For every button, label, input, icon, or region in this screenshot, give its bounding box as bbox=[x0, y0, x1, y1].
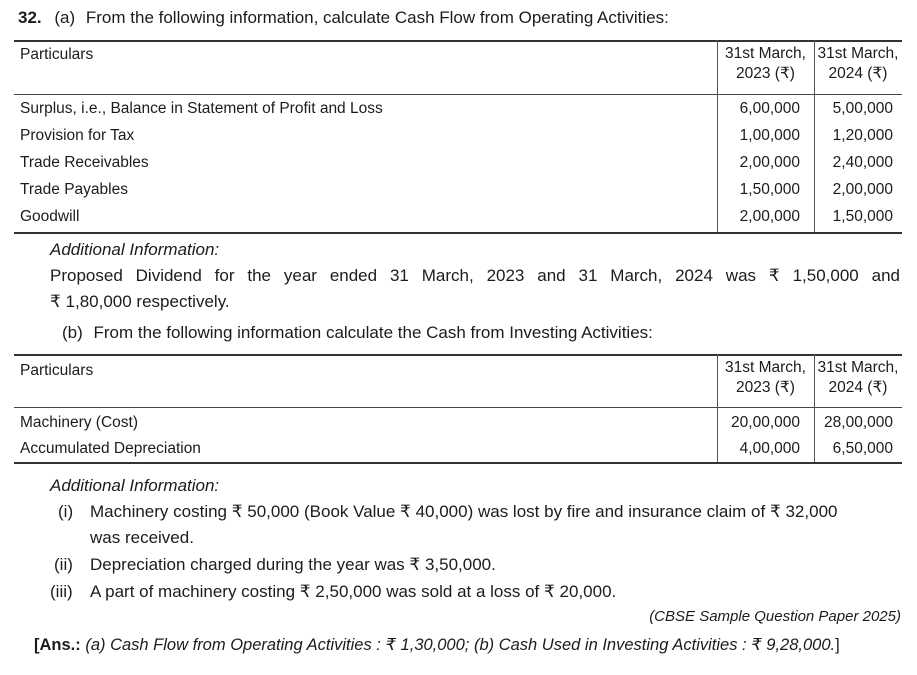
row-value-2024: 6,50,000 bbox=[832, 440, 893, 457]
part-b-label: (b) bbox=[62, 323, 83, 342]
row-value-2023: 1,00,000 bbox=[739, 127, 800, 144]
row-label: Goodwill bbox=[20, 208, 80, 225]
item-text: A part of machinery costing ₹ 2,50,000 was sold at a loss of ₹ 20,000. bbox=[90, 582, 617, 601]
table-b-header-2024-line2: 2024 (₹) bbox=[828, 379, 888, 396]
row-value-2024: 1,20,000 bbox=[832, 127, 893, 144]
table-b bbox=[14, 354, 902, 466]
additional-info-b-heading: Additional Information: bbox=[50, 476, 220, 495]
answer-close-bracket: ] bbox=[835, 636, 840, 654]
answer-label: Ans.: bbox=[39, 636, 81, 654]
list-item bbox=[58, 502, 837, 522]
table-row bbox=[20, 414, 138, 432]
part-a-text: From the following information, calculate Cash Flow from Operating Activities: bbox=[85, 8, 669, 27]
table-b-header-particulars: Particulars bbox=[20, 362, 94, 379]
table-a-header-2023 bbox=[717, 44, 814, 84]
row-value-2024: 5,00,000 bbox=[832, 100, 893, 117]
table-a-header-2023-line2: 2023 (₹) bbox=[736, 65, 795, 82]
table-row bbox=[20, 208, 79, 226]
table-b-header-2024-line1: 31st March, bbox=[817, 359, 899, 376]
item-text: Machinery costing ₹ 50,000 (Book Value ₹ 40,000) was lost by fire and insurance claim of ₹ 32,000 bbox=[90, 502, 838, 521]
row-value-2024: 2,40,000 bbox=[832, 154, 893, 171]
table-b-header-2023 bbox=[717, 358, 814, 398]
row-label: Surplus, i.e., Balance in Statement of Profit and Loss bbox=[20, 100, 383, 117]
table-b-top-rule bbox=[14, 354, 902, 356]
table-row bbox=[20, 127, 134, 145]
additional-info-a-line2: ₹ 1,80,000 respectively. bbox=[50, 292, 230, 311]
table-a-bottom-rule bbox=[14, 232, 902, 234]
table-b-header-rule bbox=[14, 407, 902, 408]
row-value-2023: 4,00,000 bbox=[739, 440, 800, 457]
table-a-header-particulars: Particulars bbox=[20, 46, 94, 63]
row-value-2023: 2,00,000 bbox=[739, 154, 800, 171]
table-a-header-rule bbox=[14, 94, 902, 95]
row-label: Machinery (Cost) bbox=[20, 414, 138, 431]
part-a-label: (a) bbox=[54, 8, 76, 27]
row-value-2024: 2,00,000 bbox=[832, 181, 893, 198]
row-value-2023: 1,50,000 bbox=[739, 181, 800, 198]
table-a-header-2024-line1: 31st March, bbox=[817, 45, 899, 62]
table-a-header-2023-line1: 31st March, bbox=[725, 45, 806, 62]
item-number: (ii) bbox=[54, 555, 73, 574]
additional-info-a-heading: Additional Information: bbox=[50, 240, 220, 259]
question-header bbox=[18, 8, 669, 28]
list-item-continuation: was received. bbox=[90, 528, 194, 547]
row-value-2024: 28,00,000 bbox=[824, 414, 893, 431]
part-b-question bbox=[62, 323, 653, 343]
table-b-bottom-rule bbox=[14, 462, 902, 464]
row-label: Trade Payables bbox=[20, 181, 128, 198]
table-b-header-2024 bbox=[814, 358, 902, 398]
table-row bbox=[20, 100, 383, 118]
table-row bbox=[20, 440, 201, 458]
row-value-2023: 20,00,000 bbox=[731, 414, 800, 431]
row-label: Accumulated Depreciation bbox=[20, 440, 201, 457]
table-b-header-2023-line1: 31st March, bbox=[725, 359, 806, 376]
item-text: Depreciation charged during the year was ₹ 3,50,000. bbox=[90, 555, 496, 574]
row-value-2023: 2,00,000 bbox=[739, 208, 800, 225]
item-number: (i) bbox=[58, 502, 74, 521]
table-row bbox=[20, 154, 149, 172]
row-label: Trade Receivables bbox=[20, 154, 149, 171]
part-b-text: From the following information calculate the Cash from Investing Activities: bbox=[93, 323, 653, 342]
answer-open-bracket: [ bbox=[34, 636, 40, 654]
source-citation: (CBSE Sample Question Paper 2025) bbox=[649, 608, 901, 625]
row-value-2024: 1,50,000 bbox=[832, 208, 893, 225]
table-row bbox=[20, 181, 128, 199]
table-b-header-2023-line2: 2023 (₹) bbox=[736, 379, 795, 396]
list-item bbox=[54, 555, 496, 575]
row-value-2023: 6,00,000 bbox=[739, 100, 800, 117]
answer-line bbox=[34, 635, 840, 655]
table-a-top-rule bbox=[14, 40, 902, 42]
item-number: (iii) bbox=[50, 582, 73, 601]
table-a bbox=[14, 40, 902, 235]
table-a-header-2024-line2: 2024 (₹) bbox=[828, 65, 888, 82]
answer-text: (a) Cash Flow from Operating Activities : ₹ 1,30,000; (b) Cash Used in Investing Activities : ₹ 9,28,000. bbox=[80, 636, 836, 654]
table-a-header-2024 bbox=[814, 44, 902, 84]
row-label: Provision for Tax bbox=[20, 127, 135, 144]
list-item bbox=[50, 582, 616, 602]
additional-info-a-line1: Proposed Dividend for the year ended 31 March, 2023 and 31 March, 2024 was ₹ 1,50,000 and bbox=[50, 266, 900, 285]
question-number: 32. bbox=[18, 8, 42, 27]
